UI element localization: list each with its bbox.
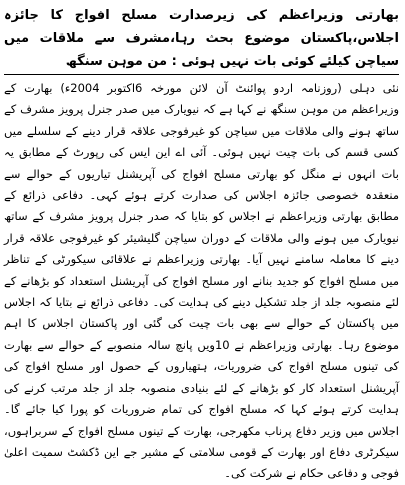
article-body: نئی دہلی (روزنامہ اردو پوائنٹ آن لائن مورخہ 6اکتوبر 2004ء) بھارت کے وزیراعظم من موہن سنگھ نے کہا ہے کہ نیویارک میں صدر جنرل پرویز مشرف کے ساتھ ہونے والی ملاقات میں سیاچن کو غیرفوجی علاقہ قرار دینے کے سلسلے میں کسی قسم کی بات چیت نہیں ہوئی۔ آئی اے این ایس کی رپورٹ کے مطابق یہ بات انہوں نے منگل کو بھارتی مسلح افواج کی آپریشنل تیاریوں کے حوالے سے منعقدہ خصوصی جائزہ اجلاس کی صدارت کرتے ہوئے کہی۔ دفاعی ذرائع کے مطابق بھارتی وزیراعظم نے اجلاس کو بتایا کہ صدر جنرل پرویز مشرف کے ساتھ نیویارک میں ہونے والی ملاقات کے دوران سیاچن گلیشیئر کو غیرفوجی علاقہ قرار دینے کا معاملہ سامنے نہیں آیا۔ بھارتی وزیراعظم نے علاقائی سیکورٹی کے تناظر میں مسلح افواج کو جدید بنانے اور مسلح افواج کی آپریشنل استعداد کو بڑھانے کے لئے منصوبہ جلد از جلد تشکیل دینے کی ہدایت کی۔ دفاعی ذرائع نے بتایا کہ اجلاس میں پاکستان کے حوالے سے بھی بات چیت کی گئی اور پاکستان اجلاس کا اہم موضوع رہا۔ بھارتی وزیراعظم نے 10ویں پانچ سالہ منصوبے کے حوالے سے بھارت کی تینوں مسلح افواج کی ضروریات، ہتھیاروں کے حصول اور مسلح افواج کی آپریشنل استعداد کار کو بڑھانے کے لئے بنیادی منصوبہ جلد از جلد مرتب کرنے کی ہدایت کرتے ہوئے کہا کہ مسلح افواج کی تمام ضروریات کو پورا کیا جائے گا۔ اجلاس میں وزیر دفاع پرناب مکھرجی، بھارت کے تینوں مسلح افواج کے سربراہوں، سیکرٹری دفاع اور بھارت کے قومی سلامتی کے مشیر جے این ڈکشٹ سمیت اعلیٰ فوجی و دفاعی حکام نے شرکت کی۔ [4,81,400,481]
article-headline: بھارتی وزیراعظم کی زیرصدارت مسلح افواج کا جائزہ اجلاس،پاکستان موضوع بحث رہا،مشرف سے ملاقات میں سیاچن کیلئے کوئی بات نہیں ہوئی : من موہن سنگھ [4,8,399,69]
headline-divider [4,74,399,75]
